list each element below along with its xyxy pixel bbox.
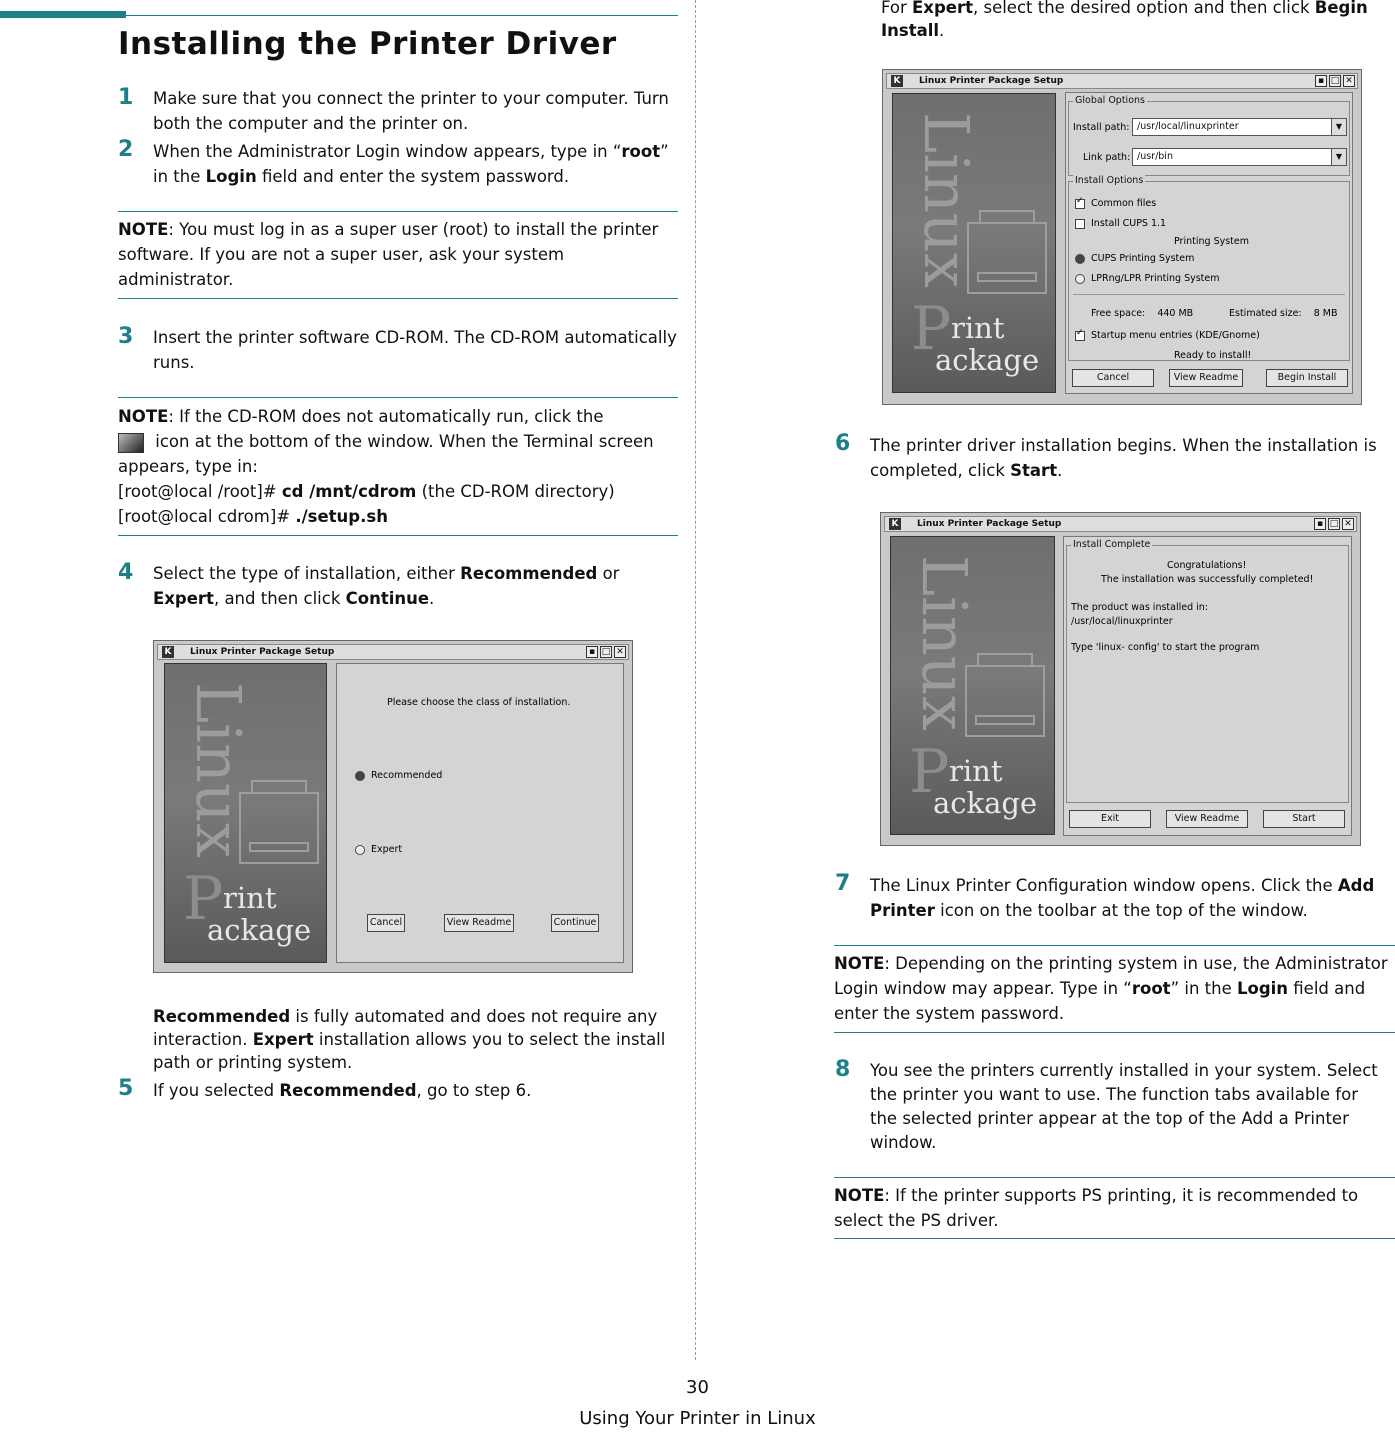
brand-p: P (183, 864, 224, 934)
radio-selected-icon (1075, 254, 1085, 264)
brand-linux: Linux (910, 112, 983, 288)
column-divider (695, 0, 696, 1360)
note-rule (834, 1177, 1395, 1178)
install-options-legend: Install Options (1075, 175, 1144, 186)
checkbox-startup-menu[interactable]: ✓Startup menu entries (KDE/Gnome) (1075, 330, 1260, 341)
minimize-icon[interactable]: ▪ (1314, 518, 1326, 530)
checkbox-install-cups[interactable]: Install CUPS 1.1 (1075, 218, 1166, 229)
radio-expert[interactable]: Expert (355, 844, 402, 855)
view-readme-button[interactable]: View Readme (1169, 369, 1243, 387)
window-title: Linux Printer Package Setup (917, 519, 1062, 529)
radio-cups[interactable]: CUPS Printing System (1075, 253, 1194, 264)
close-icon[interactable]: ✕ (614, 646, 626, 658)
setup-window-expert (882, 69, 1362, 405)
step-number: 3 (118, 324, 134, 349)
install-path-text: /usr/local/linuxprinter (1071, 616, 1173, 627)
brand-p: P (911, 294, 952, 364)
step-text: When the Administrator Login window appears, type in “root” in the Login field and enter the system password. (153, 142, 669, 186)
maximize-icon[interactable]: □ (601, 647, 611, 657)
note-rule (834, 945, 1395, 946)
start-button[interactable]: Start (1263, 810, 1345, 828)
expert-options-panel (1065, 92, 1353, 394)
dropdown-arrow-icon: ▼ (1331, 149, 1346, 165)
radio-lprng[interactable]: LPRng/LPR Printing System (1075, 273, 1220, 284)
brand-p: P (909, 737, 950, 807)
install-class-prompt: Please choose the class of installation. (387, 697, 571, 708)
header-accent-bar (0, 11, 126, 18)
setup-window-class (153, 640, 633, 973)
step-text: Insert the printer software CD-ROM. The CD-ROM automatically runs. (153, 328, 677, 372)
cancel-button[interactable]: Cancel (1072, 369, 1154, 387)
note: NOTE: Depending on the printing system in use, the Administrator Login window may appear. Type in “root” in the Login field and enter the system password. (834, 954, 1388, 1023)
printing-system-label: Printing System (1174, 236, 1249, 247)
footer-title: Using Your Printer in Linux (579, 1408, 816, 1429)
radio-selected-icon (355, 771, 365, 781)
brand-linux: Linux (182, 682, 255, 858)
kde-icon: K (891, 75, 903, 87)
kde-icon: K (889, 518, 901, 530)
kde-icon: K (162, 646, 174, 658)
terminal-icon (118, 433, 144, 453)
note: NOTE: You must log in as a super user (root) to install the printer software. If you are not a super user, ask your system administrator. (118, 220, 659, 289)
install-complete-panel (1063, 536, 1352, 836)
note-rule (118, 298, 678, 299)
step-number: 4 (118, 560, 134, 585)
step-number: 6 (835, 431, 851, 456)
start-hint-text: Type 'linux- config' to start the program (1071, 642, 1260, 653)
global-options-legend: Global Options (1075, 95, 1145, 106)
step-number: 8 (835, 1057, 851, 1082)
link-path-select[interactable]: /usr/bin ▼ (1132, 148, 1347, 166)
view-readme-button[interactable]: View Readme (1166, 810, 1248, 828)
linux-print-package-banner (164, 663, 327, 963)
options-separator (1073, 294, 1345, 295)
maximize-icon[interactable]: □ (1329, 519, 1339, 529)
step-number: 5 (118, 1076, 134, 1101)
window-title: Linux Printer Package Setup (919, 76, 1064, 86)
header-rule (126, 15, 678, 16)
step-text: You see the printers currently installed in your system. Select the printer you want to use. The function tabs available for the selected printer appear at the top of the Add a Printer window. (870, 1061, 1378, 1152)
checkbox-icon (1075, 219, 1085, 229)
installed-in-text: The product was installed in: (1071, 602, 1208, 613)
maximize-icon[interactable]: □ (1330, 76, 1340, 86)
brand-rint: rint (951, 311, 1005, 345)
note-rule (834, 1032, 1395, 1033)
note-rule (118, 535, 678, 536)
minimize-icon[interactable]: ▪ (586, 646, 598, 658)
install-complete-legend: Install Complete (1073, 539, 1151, 550)
ready-status: Ready to install! (1174, 350, 1252, 361)
window-title: Linux Printer Package Setup (190, 647, 335, 657)
cancel-button[interactable]: Cancel (367, 914, 405, 932)
printer-illustration (239, 792, 319, 864)
note-rule (834, 1238, 1395, 1239)
brand-rint: rint (223, 881, 277, 915)
window-titlebar (884, 516, 1357, 532)
close-icon[interactable]: ✕ (1342, 518, 1354, 530)
dropdown-arrow-icon: ▼ (1331, 119, 1346, 135)
congratulations-text: Congratulations! (1167, 560, 1247, 571)
note-rule (118, 397, 678, 398)
link-path-label: Link path: (1083, 152, 1131, 163)
step-number: 2 (118, 137, 134, 162)
close-icon[interactable]: ✕ (1343, 75, 1355, 87)
setup-window-complete (880, 512, 1361, 846)
step-text: The printer driver installation begins. When the installation is completed, click Start. (870, 436, 1377, 480)
note-rule (118, 211, 678, 212)
estimated-size-text: Estimated size: 8 MB (1229, 308, 1338, 319)
step-text: Make sure that you connect the printer to your computer. Turn both the computer and the printer on. (153, 89, 669, 133)
brand-ackage: ackage (207, 913, 312, 947)
minimize-icon[interactable]: ▪ (1315, 75, 1327, 87)
step-number: 1 (118, 85, 134, 110)
radio-icon (355, 845, 365, 855)
page-title: Installing the Printer Driver (118, 26, 617, 62)
brand-ackage: ackage (935, 343, 1040, 377)
checkbox-checked-icon (1075, 331, 1085, 341)
install-class-panel (336, 663, 624, 963)
radio-recommended[interactable]: Recommended (355, 770, 442, 781)
view-readme-button[interactable]: View Readme (444, 914, 514, 932)
note: NOTE: If the CD-ROM does not automatically run, click the icon at the bottom of the window. When the Terminal screen appears, type in: [root@local /root]# cd /mnt/cdrom (the CD-ROM directory) [root@local cdrom]# ./setup.sh (118, 407, 654, 526)
install-path-label: Install path: (1073, 122, 1130, 133)
linux-print-package-banner (892, 93, 1056, 393)
step-number: 7 (835, 871, 851, 896)
brand-linux: Linux (908, 555, 981, 731)
window-titlebar (157, 644, 629, 660)
linux-print-package-banner (890, 536, 1055, 835)
free-space-text: Free space: 440 MB (1091, 308, 1194, 319)
printer-illustration (967, 222, 1047, 294)
printer-illustration (965, 665, 1045, 737)
brand-ackage: ackage (933, 786, 1038, 820)
step-text: Select the type of installation, either Recommended or Expert, and then click Continue. (153, 564, 620, 608)
radio-icon (1075, 274, 1085, 284)
step-text: Recommended is fully automated and does not require any interaction. Expert installation allows you to select the install path or printing system. (153, 1007, 666, 1072)
step-text: For Expert, select the desired option and then click Begin Install. (881, 0, 1368, 40)
checkbox-common-files[interactable]: ✓Common files (1075, 198, 1156, 209)
step-text: If you selected Recommended, go to step 6. (153, 1081, 532, 1100)
install-complete-group (1066, 539, 1349, 803)
install-options-group (1068, 175, 1350, 361)
success-text: The installation was successfully completed! (1101, 574, 1314, 585)
window-titlebar (886, 73, 1358, 89)
step-text: The Linux Printer Configuration window opens. Click the Add Printer icon on the toolbar at the top of the window. (870, 876, 1375, 920)
install-path-select[interactable]: /usr/local/linuxprinter ▼ (1132, 118, 1347, 136)
begin-install-button[interactable]: Begin Install (1266, 369, 1348, 387)
checkbox-checked-icon (1075, 199, 1085, 209)
note: NOTE: If the printer supports PS printing, it is recommended to select the PS driver. (834, 1186, 1359, 1230)
page-number: 30 (686, 1377, 709, 1398)
brand-rint: rint (949, 754, 1003, 788)
continue-button[interactable]: Continue (551, 914, 599, 932)
exit-button[interactable]: Exit (1069, 810, 1151, 828)
global-options-group (1068, 95, 1350, 176)
